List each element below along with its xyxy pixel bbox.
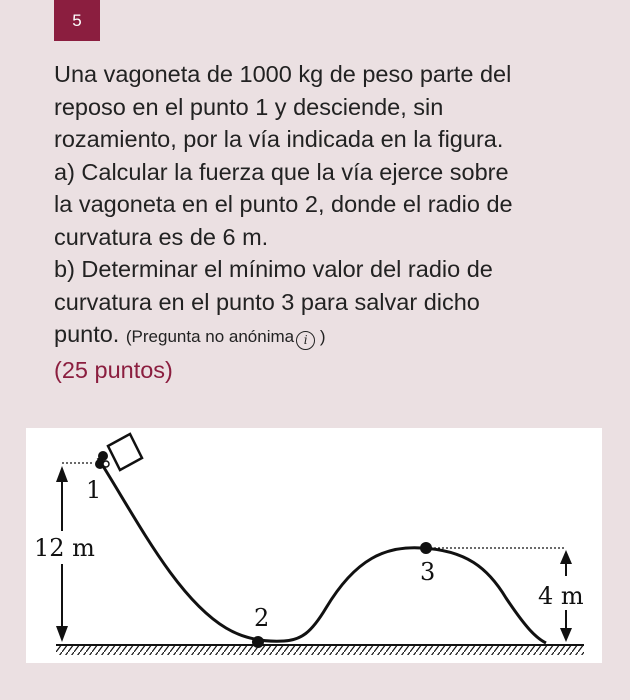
arrow-head-up-right — [560, 550, 572, 564]
question-line: curvatura en el punto 3 para salvar dicho — [54, 288, 480, 315]
question-last-line — [54, 318, 594, 354]
arrow-head-down-left — [56, 626, 68, 642]
question-points: (25 puntos) — [54, 356, 173, 383]
question-line: reposo en el punto 1 y desciende, sin — [54, 93, 444, 120]
track-figure — [26, 428, 602, 663]
anonymity-note-text: (Pregunta no anónima — [125, 327, 295, 346]
question-line: a) Calcular la fuerza que la vía ejerce sobre — [54, 158, 509, 185]
point-1-label: 1 — [86, 476, 102, 504]
track-path — [98, 458, 546, 643]
anonymity-note-close: ) — [319, 327, 326, 346]
height-label-left: 12 m — [34, 534, 95, 562]
ground-hatch — [56, 646, 584, 655]
height-label-right: 4 m — [538, 582, 584, 610]
point-3-marker — [420, 542, 432, 554]
arrow-head-up-left — [56, 466, 68, 482]
anonymity-note — [126, 327, 326, 346]
question-line: curvatura es de 6 m. — [54, 223, 269, 250]
question-line: b) Determinar el mínimo valor del radio de — [54, 256, 493, 282]
arrow-head-down-right — [560, 628, 572, 642]
question-text — [54, 58, 594, 386]
track-diagram — [26, 428, 602, 663]
cart-icon — [95, 434, 142, 470]
point-2-marker — [252, 636, 264, 648]
info-icon[interactable]: i — [296, 331, 315, 350]
question-line: rozamiento, por la vía indicada en la figura. — [54, 126, 504, 152]
question-line: Una vagoneta de 1000 kg de peso parte del — [54, 61, 512, 87]
question-number-badge: 5 — [54, 0, 100, 41]
point-3-label: 3 — [420, 558, 436, 586]
point-2-label: 2 — [254, 604, 270, 632]
question-line: punto. — [54, 321, 120, 347]
question-line: la vagoneta en el punto 2, donde el radio de — [54, 191, 513, 217]
